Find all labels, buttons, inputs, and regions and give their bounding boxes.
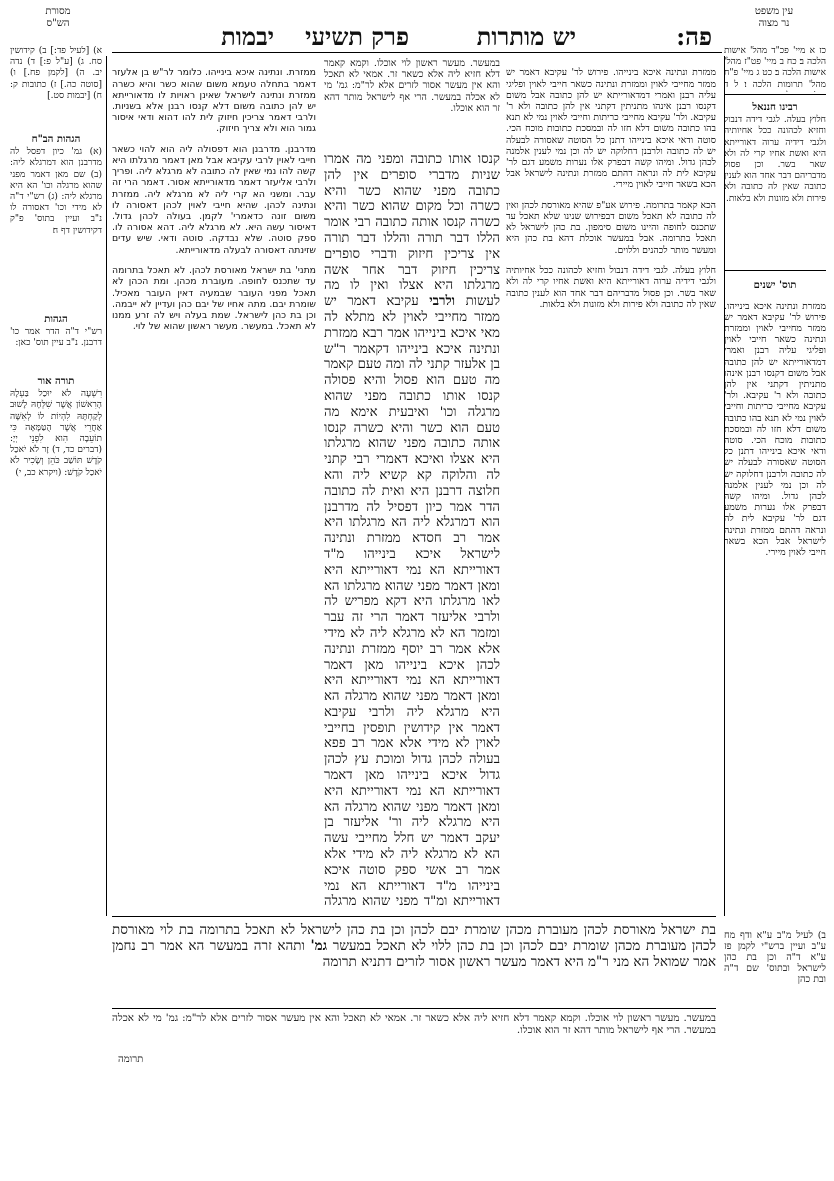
divider — [724, 94, 826, 95]
ein-mishpat-title: עין משפט נר מצוה — [754, 6, 794, 29]
tosafot-title: תוס' ישנים — [753, 280, 797, 291]
tosafot-main-section — [506, 58, 716, 918]
divider — [724, 270, 826, 271]
header-rule — [112, 52, 722, 53]
rabbeinu-chananel-text: חלוץ בעלה. לגבי דידה דנבול וחזיא לכהונה ככל אחיותיה ולגבי דידיה ערוה דאורייתא היא ואשת אחיו קרי לה ולא שאר בשר. וכן פסול מדבריהם דבר אחד הוא לענין כתובה שאין לה כתובה ולא פירות ולא מזונות ולא בלאות. — [724, 115, 826, 204]
gemara-lead-word: ולרבי — [429, 294, 456, 310]
gilyon-text: ב) לעיל מ"ב ע"א ודף מח ע"ב ועיין ברש"י לקמן פז ע"א ד"ה וכן בת כהן לישראל ובתוס' שם ד"ה ובת כהן — [724, 929, 826, 984]
rabbeinu-chananel-title: רבינו חננאל — [752, 102, 798, 113]
ein-mishpat-text: כז א מיי' פכ"ד מהל' אישות הלכה ב׃ כח ב מיי' פט"ז מהל' אישות הלכה ב׃ כט ג מיי' פ"ח מהל' תרומות הלכה ו׃ ל ד — [724, 46, 826, 90]
tosafot-section — [724, 276, 826, 916]
rashi-text: מתני' בת ישראל מאורסת לכהן. לא תאכל בתרומה עד שתכנס לחופה. מעוברת מכהן. ומת הכהן לא תאכל מפני העובר שבמעיה דאין העובר מאכיל. שומרת יבם. מתה אחיו של יבם כהן ועדיין לא ייבמה. וכן בת כהן לישראל. שמת בעלה ויש לה זרע ממנו לא תאכל. במעשר. מעשר ראשון שהוא של לוי. — [112, 265, 316, 333]
bottom-notes-text: הכא קאמר בתרומה. פירוש אע"פ שהיא מאורסת לכהן ואין לה כתובה לא תאכל משום דבפירוש שנינו שלא תאכל עד שתכנס לחופה והיינו משום סימפון. בת כהן לישראל לא תאכל בתרומה. אבל במעשר אוכלת דהא בת כהן היא ומעשר מותר לכהנים וללוים. — [506, 199, 716, 256]
gemara-text: אמר רב חסדא ממזרת ונתינה לישראל איכא בינייהו מ"ד דאורייתא הא נמי דאורייתא היא ומאן דאמר מפני שהוא מרגלתו הא לאו מרגלתו היא דקא מפריש לה ולרבי אליעזר דאמר הרי זה עבר ומזמר הא לא מרגלא ליה לא מידי אלא אמר רב יוסף ממזרת ונתינה לכהן איכא בינייהו מאן דאמר דאורייתא הא נמי דאורייתא היא ומאן דאמר מפני שהוא מרגלה הא היא מרגלא ליה ולרבי עקיבא דאמר אין קידושין תופסין בחייבי לאוין לא מידי אלא אמר רב פפא בעולה לכהן גדול ומוכת עץ לכהן גדול איכא בינייהו מאן דאמר דאורייתא הא נמי דאורייתא היא ומאן דאמר מפני שהוא מרגלה הא היא מרגלא ליה — [324, 531, 500, 831]
gemara-label: גמ' — [310, 938, 328, 955]
mesoret-text: א) [לעיל פד:] ב) קידושין סח. ג) [ע"ל פ:] ד) נדה יב. ה) [לקמן פח.] ו) [סוטה כה.] ז) כתובות ק: ח) [יבמות סט.] — [10, 46, 102, 101]
perek-label: פרק תשיעי — [305, 22, 409, 51]
column-divider — [106, 56, 107, 916]
tractate-name: יבמות — [221, 22, 274, 51]
ein-mishpat-section — [724, 46, 826, 92]
hagahot-title: הגהות — [44, 314, 68, 325]
mishnah-text: בת ישראל מאורסת לכהן מעוברת מכהן שומרת יבם לכהן וכן בת כהן לישראל לא תאכל בתרומה בת לוי מאורסת לכהן מעוברת מכהן שומרת יבם לכהן וכן בת כהן ללוי לא תאכל במעשר — [112, 922, 716, 955]
column-divider — [724, 56, 725, 916]
mesoret-section — [10, 46, 102, 128]
rashi-text: מדרבנן. מדרבנן הוא דפסולה ליה הוא להוי כשאר חייבי לאוין לרבי עקיבא אבל מאן דאמר מרגלתו היא קשה להו נמי שאין לה כתובה לא מרגלא ליה. ופריך ולרבי אליעזר דאמר מדאורייתא אסור. דאמר הרי זה עבר. ומשני הא קרי ליה לא מרגלא ליה. ממזרת ונתינה לכהן. שהיא חייבי לאוין לכהן דאסורה לו משום זונה כדאמרי' לקמן. בעולה לכהן גדול. דאיסור עשה היא. לא מרגלא ליה. דהא אסורה לו. ספק סוטה. שלא נבדקה. סוטה ודאי. שיש עדים שזינתה דאסורה לבעלה מדאורייתא. — [112, 143, 316, 256]
gemara-text: עקיבא דאמר יש ממזר מחייבי לאוין לא מתלא לה מאי איכא בינייהו אמר רבא ממזרת ונתינה איכא בינייהו דקאמר ר"ש בן אלעזר קתני לה ומה טעם קאמר מה טעם הוא פסול והיא פסולה קנסו אותו כתובה מפני שהוא מרגלה וכו' ואיבעית אימא מה טעם הוא כשר והיא כשרה קנסו אותה כתובה מפני שהוא מרגלתו היא אצלו ואיכא דאמרי רבי קתני לה והלוקה קא קשיא ליה והא חלוצה דרבנן היא ואית לה כתובה הדר אמר כיון דפסיל לה מדרבנן הוא דמרגלא ליה הא מרגלתו היא — [324, 294, 500, 531]
mesoret-title: מסורת הש"ס — [45, 6, 71, 29]
gemara-main — [324, 152, 500, 908]
gemara-text: ור' אליעזר בן יעקב דאמר יש חלל מחייבי עשה הא לא מרגלא ליה לא מידי אלא אמר רב אשי ספק סוטה איכא בינייהו מ"ד דאורייתא הא נמי דאורייתא ומ"ד מפני שהוא מרגלה — [324, 815, 500, 908]
tosafot-main-text: ממזרת ונתינה איכא בינייהו. פירוש לר' עקיבא דאמר יש ממזר מחייבי לאוין וממזרת ונתינה כשאר חייבי לאוין ופליגי עליה רבנן ואמרי דמדאורייתא יש להן כתובה אבל משום דקנסו רבנן אינהו מתניתין דקתני אין להן כתובה ולא ר' עקיבא. ולר' עקיבא מחייבי כריתות וחייבי לאוין נמי לא תנא בהו כתובה משום דלא חזו לה ובמסכת כתובות מוכח הכי. סוטה ודאי איכא בינייהו דתנן כל הסוטה שאסורה לבעלה יש לה כתובה ולרבנן דחלוקה יש לה וכן נמי לענין אלמנה לכהן גדול. ומיהו קשה דבפרק אלו נערות משמע דגם לר' עקיבא לית לה ונראה דהתם ממזרת ונתינה לישראל אבל הכא בשאר חייבי לאוין מיירי. — [506, 67, 716, 191]
tosafot-text: ממזרת ונתינה איכא בינייהו. פירוש לר' עקיבא דאמר יש ממזר מחייבי לאוין וממזרת ונתינה כשאר חייבי לאוין ופליגי עליה רבנן ואמרי דמדאורייתא יש להן כתובה אבל משום דקנסו רבנן אינהו מתניתין דקתני אין להן כתובה ולא ר' עקיבא. ולר' עקיבא מחייבי כריתות וחייבי לאוין נמי לא תנא בהו כתובה משום דלא חזו לה ובמסכת כתובות מוכח הכי. סוטה ודאי איכא בינייהו דתנן כל הסוטה שאסורה לבעלה יש לה כתובה ולרבנן דחלוקה יש לה וכן נמי לענין אלמנה לכהן גדול. ומיהו קשה דבפרק אלו נערות משמע דגם לר' עקיבא לית לה ונראה דהתם ממזרת ונתינה לישראל אבל הכא בשאר חייבי לאוין מיירי. — [724, 300, 826, 558]
tosafot-top — [324, 58, 500, 150]
torah-or-section — [10, 372, 102, 518]
torah-or-title: תורה אור — [37, 376, 75, 387]
gemara-text: קנסו אותו כתובה ומפני מה אמרו שניות מדברי סופרים אין להן כתובה מפני שהוא כשר והיא כשרה וכל מקום שהוא כשר והיא כשרה קנסו אותה כתובה רבי אומר הללו דבר תורה והללו דבר תורה אין צריכין חיזוק ודברי סופרים צריכין חיזוק דבר אחר אשה מרגלתו היא אצלו ואין לו מה לעשות — [324, 152, 500, 310]
bottom-notes-text: במעשר. מעשר ראשון לוי אוכלו. וקמא קאמר דלא חזיא ליה אלא כשאר זר. אמאי לא תאכל והא אין מעשר אסור לזרים אלא לר"מ: גמ' מי לא אכלה במעשר. הרי אף לישראל מותר דהא זר הוא אוכלו. — [112, 1012, 716, 1037]
hagahot-bach-text: (א) גמ' כיון דפסל לה מדרבנן הוא דמרגלא ליה: (ב) שם מאן דאמר מפני שהוא מרגלה וכו' הא היא מרגלא ליה: (ג) רש"י ד"ה לא מידי וכו' דאסורה לו נ"ב ועיין בתוס' פ"ק דקידושין דף ח׃ — [10, 147, 102, 236]
rashi-text: ממזרת. ונתינה איכא בינייהו. כלומר לר"ש בן אלעזר דאמר בתחלה טעמא משום שהוא כשר והיא כשרה ממזרת ונתינה לישראל שאינן ראויות לו מדאורייתא יש להן כתובה משום דלא קנסו רבנן אלא בשניות. ולרבי דאמר צריכין חיזוק לית להו דהוא ודאי איסור גמור הוא ולא צריך חיזוק. — [112, 67, 316, 135]
divider — [112, 1008, 716, 1009]
rabbeinu-chananel-text: חלוץ בעלה. לגבי דידה דנבול וחזיא לכהונה ככל אחיותיה ולגבי דידיה ערוה דאורייתא היא ואשת אחיו קרי לה ולא שאר בשר. וכן פסול מדבריהם דבר אחד הוא לענין כתובה שאין לה כתובה ולא פירות ולא מזונות ולא בלאות. — [506, 265, 716, 310]
daf-number: פה: — [676, 22, 712, 51]
gilyon-section — [724, 920, 826, 984]
hagahot-bach-section — [10, 130, 102, 306]
torah-or-text: רִשְׁעָה לֹא יוּכַל בַּעְלָהּ הָרִאשׁוֹן אֲשֶׁר שִׁלְּחָהּ לָשׁוּב לְקַחְתָּהּ לִהְיוֹת לוֹ לְאִשָּׁה אַחֲרֵי אֲשֶׁר הֻטַּמָּאָה כִּי תוֹעֵבָה הִוא לִפְנֵי יְיָ: (דברים כד, ד) זָר לֹא יֹאכַל קֹדֶשׁ תּוֹשַׁב כֹּהֵן וְשָׂכִיר לֹא יֹאכַל קֹדֶשׁ: (ויקרא כב, י) — [10, 389, 102, 478]
gemara-bottom — [112, 922, 716, 1002]
rabbeinu-chananel-section — [724, 98, 826, 268]
hagahot-section — [10, 310, 102, 370]
hagahot-text: רש"י ד"ה הדר אמר כו' דרבנן. נ"ב עיין תוס' כאן: — [10, 327, 102, 349]
tosafot-top-text: במעשר. מעשר ראשון לוי אוכלו. וקמא קאמר דלא חזיא ליה אלא כשאר זר. אמאי לא תאכל והא אין מעשר אסור לזרים אלא לר"מ: גמ' מי לא אכלה במעשר. הרי אף לישראל מותר דהא זר הוא אוכלו. — [324, 58, 500, 114]
rashi-section — [112, 58, 316, 908]
catchword: תרומה — [118, 1054, 144, 1065]
divider — [112, 916, 716, 917]
gemara-text: ותהא זרה במעשר הא אמר רב נחמן אמר שמואל הא מני ר"מ היא דאמר מעשר ראשון אסור לזרים דתניא תרומה — [112, 938, 716, 971]
chapter-name: יש מותרות — [476, 22, 576, 51]
bottom-commentary — [112, 1012, 716, 1052]
hagahot-bach-title: הגהות הב"ח — [31, 134, 81, 145]
